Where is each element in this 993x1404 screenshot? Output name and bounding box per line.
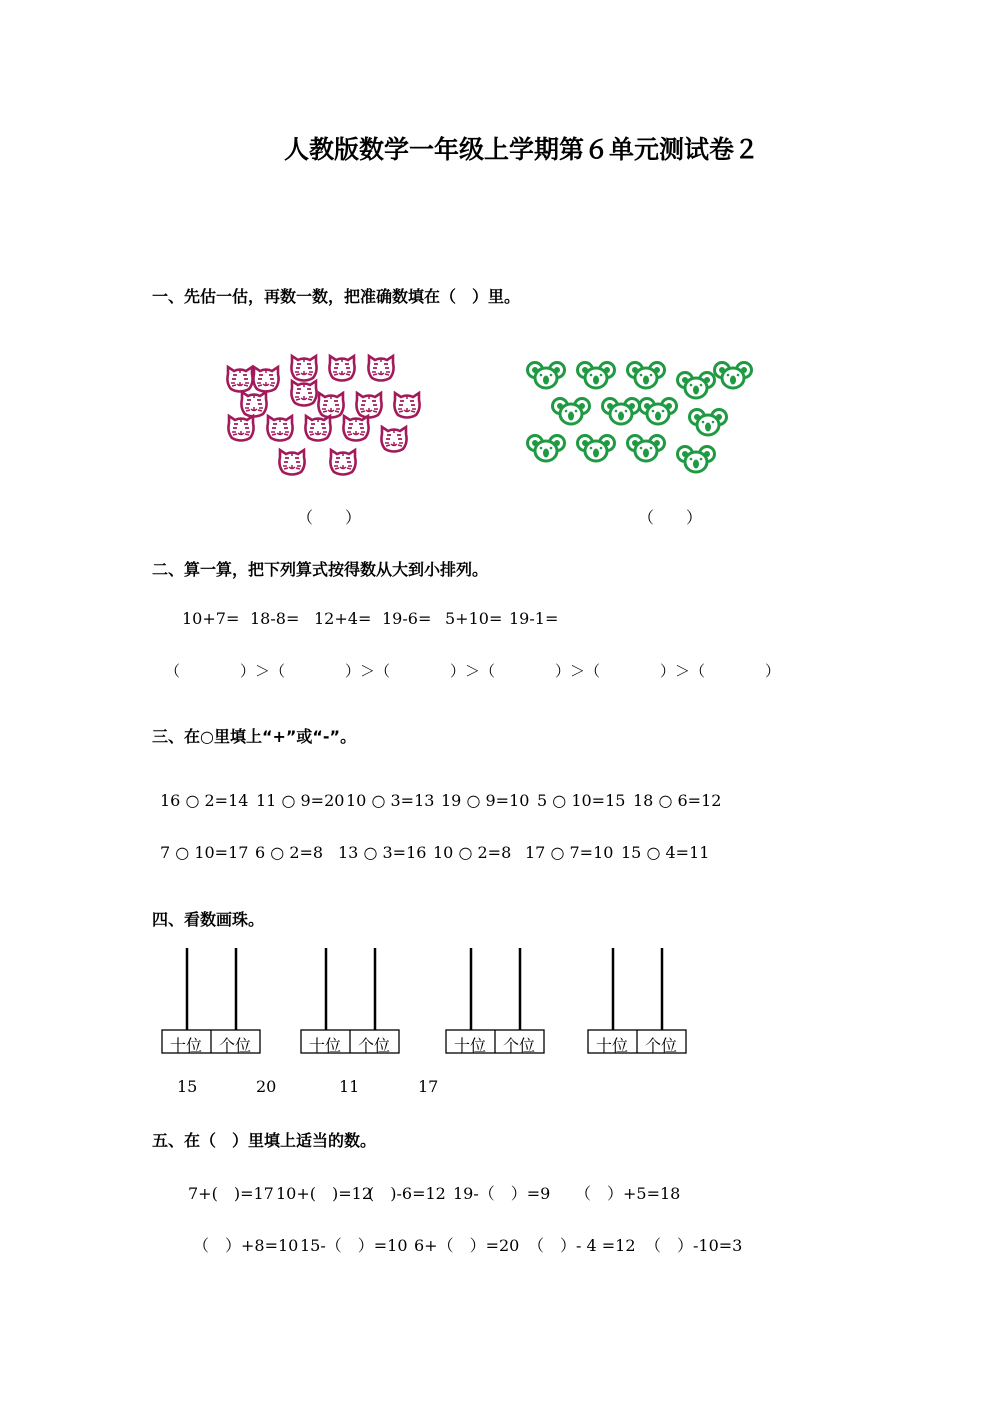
expression: 12+4= bbox=[314, 609, 372, 628]
sign-equation[interactable]: 16 ○ 2=14 bbox=[160, 791, 249, 810]
ones-label: 个位 bbox=[503, 1036, 536, 1055]
sign-equation[interactable]: 7 ○ 10=17 bbox=[160, 843, 249, 862]
fill-equation[interactable]: （ ）-10=3 bbox=[645, 1236, 743, 1255]
sign-equation[interactable]: 18 ○ 6=12 bbox=[633, 791, 722, 810]
tens-label: 十位 bbox=[454, 1036, 487, 1055]
fill-equation[interactable]: 6+（ ）=20 bbox=[414, 1236, 520, 1255]
fill-equation[interactable]: ( )-6=12 bbox=[368, 1184, 446, 1203]
page-title: 人教版数学一年级上学期第６单元测试卷２ bbox=[283, 135, 759, 164]
answer-blank-koalas[interactable]: （ ） bbox=[638, 508, 703, 527]
sign-equation[interactable]: 11 ○ 9=20 bbox=[256, 791, 345, 810]
abacus-number: 17 bbox=[418, 1077, 439, 1096]
sign-equation[interactable]: 17 ○ 7=10 bbox=[525, 843, 614, 862]
expression: 10+7= bbox=[182, 609, 240, 628]
expression: 19-1= bbox=[509, 609, 559, 628]
fill-equation[interactable]: 10+( )=12 bbox=[276, 1184, 373, 1203]
section-2-heading: 二、算一算，把下列算式按得数从大到小排列。 bbox=[152, 560, 489, 579]
fill-equation[interactable]: （ ）+8=10 bbox=[193, 1236, 299, 1255]
ones-label: 个位 bbox=[645, 1036, 678, 1055]
sign-equation[interactable]: 10 ○ 2=8 bbox=[433, 843, 512, 862]
abacus-number: 15 bbox=[177, 1077, 198, 1096]
abacus-number: 11 bbox=[339, 1077, 360, 1096]
fill-equation[interactable]: 19-（ ）=9 bbox=[453, 1184, 551, 1203]
expression: 19-6= bbox=[382, 609, 432, 628]
fill-equation[interactable]: 15-（ ）=10 bbox=[300, 1236, 408, 1255]
section-3-heading: 三、在○里填上“+”或“-”。 bbox=[152, 727, 357, 746]
expression: 5+10= bbox=[445, 609, 503, 628]
tens-label: 十位 bbox=[170, 1036, 203, 1055]
sign-equation[interactable]: 15 ○ 4=11 bbox=[621, 843, 710, 862]
expression: 18-8= bbox=[250, 609, 300, 628]
fill-equation[interactable]: （ ）- 4 =12 bbox=[528, 1236, 636, 1255]
answer-blank-tigers[interactable]: （ ） bbox=[297, 508, 362, 527]
sign-equation[interactable]: 13 ○ 3=16 bbox=[338, 843, 427, 862]
section-4-heading: 四、看数画珠。 bbox=[152, 910, 265, 929]
fill-equation[interactable]: （ ）+5=18 bbox=[575, 1184, 681, 1203]
ones-label: 个位 bbox=[219, 1036, 252, 1055]
sign-equation[interactable]: 5 ○ 10=15 bbox=[537, 791, 626, 810]
section-5-heading: 五、在（ ）里填上适当的数。 bbox=[152, 1131, 377, 1150]
tens-label: 十位 bbox=[596, 1036, 629, 1055]
ordering-row[interactable]: （ ）＞（ ）＞（ ）＞（ ）＞（ ）＞（ ） bbox=[165, 662, 781, 680]
ones-label: 个位 bbox=[358, 1036, 391, 1055]
tens-label: 十位 bbox=[309, 1036, 342, 1055]
abacus-number: 20 bbox=[256, 1077, 277, 1096]
section-1-heading: 一、先估一估，再数一数，把准确数填在（ ）里。 bbox=[152, 287, 521, 306]
fill-equation[interactable]: 7+( )=17 bbox=[188, 1184, 274, 1203]
sign-equation[interactable]: 10 ○ 3=13 bbox=[346, 791, 435, 810]
sign-equation[interactable]: 19 ○ 9=10 bbox=[441, 791, 530, 810]
sign-equation[interactable]: 6 ○ 2=8 bbox=[255, 843, 324, 862]
